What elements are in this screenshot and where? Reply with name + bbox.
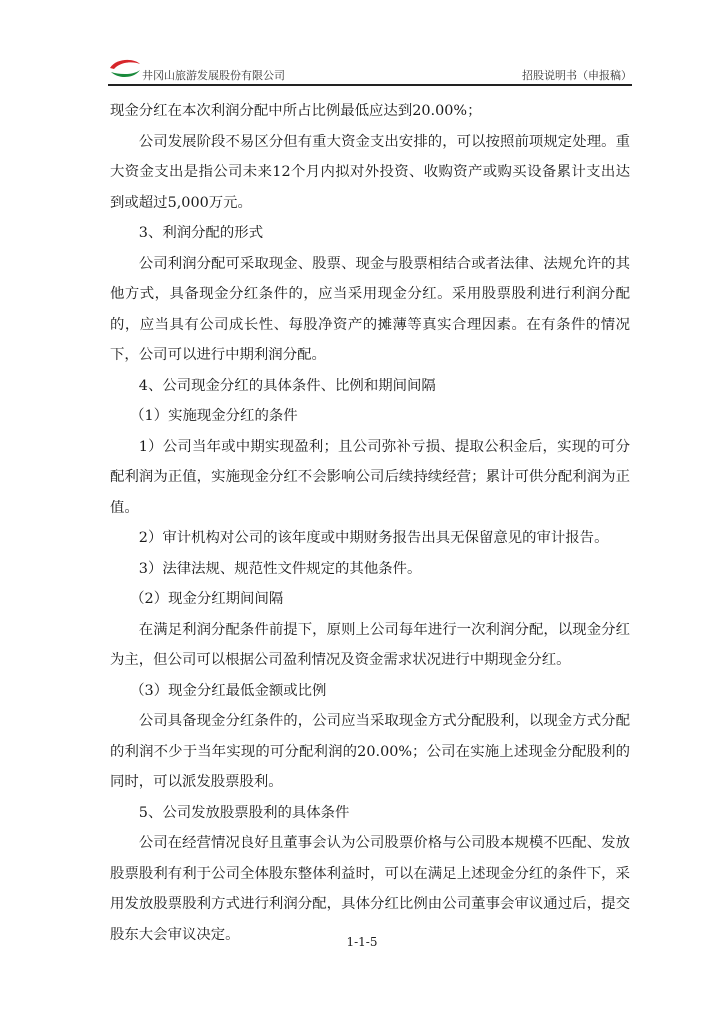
- logo-white-center: [118, 67, 132, 72]
- body-paragraph: 在满足利润分配条件前提下，原则上公司每年进行一次利润分配，以现金分红为主，但公司可以根据公司盈利情况及资金需求状况进行中期现金分红。: [110, 621, 630, 668]
- section-heading: 4、公司现金分红的具体条件、比例和期间间隔: [138, 377, 436, 394]
- document-title: 招股说明书（申报稿）: [522, 69, 632, 82]
- page-number: 1-1-5: [346, 935, 378, 949]
- company-logo: [108, 58, 142, 80]
- subsection-heading: （1）实施现金分红的条件: [130, 408, 298, 424]
- subsection-heading: （3）现金分红最低金额或比例: [130, 682, 327, 699]
- subsection-heading: （2）现金分红期间间隔: [130, 591, 284, 607]
- list-item: 3）法律法规、规范性文件规定的其他条件。: [138, 560, 422, 577]
- section-heading: 3、利润分配的形式: [138, 225, 264, 241]
- list-item: 1）公司当年或中期实现盈利；且公司弥补亏损、提取公积金后，实现的可分配利润为正值，实施现金分红不会影响公司后续持续经营；累计可供分配利润为正值。: [110, 438, 630, 516]
- body-paragraph: 公司具备现金分红条件的，公司应当采取现金方式分配股利，以现金方式分配的利润不少于当年实现的可分配利润的20.00%；公司在实施上述现金分配股利的同时，可以派发股票股利。: [110, 713, 630, 790]
- body-paragraph: 公司利润分配可采取现金、股票、现金与股票相结合或者法律、法规允许的其他方式，具备现金分红条件的，应当采用现金分红。采用股票股利进行利润分配的，应当具有公司成长性、每股净资产的摊薄等真实合理因素。在有条件的情况下，公司可以进行中期利润分配。: [110, 255, 630, 363]
- list-item: 2）审计机构对公司的该年度或中期财务报告出具无保留意见的审计报告。: [138, 530, 609, 546]
- body-paragraph: 公司发展阶段不易区分但有重大资金支出安排的，可以按照前项规定处理。重大资金支出是指公司未来12个月内拟对外投资、收购资产或购买设备累计支出达到或超过5,000万元。: [110, 133, 630, 211]
- page-header: [108, 58, 632, 84]
- document-body: [110, 96, 630, 950]
- body-paragraph: 公司在经营情况良好且董事会认为公司股票价格与公司股本规模不匹配、发放股票股利有利于公司全体股东整体利益时，可以在满足上述现金分红的条件下，采用发放股票股利方式进行利润分配，具体分红比例由公司董事会审议通过后，提交股东大会审议决定。: [110, 835, 630, 943]
- header-rule: [108, 84, 632, 86]
- section-heading: 5、公司发放股票股利的具体条件: [138, 804, 350, 821]
- body-paragraph: 现金分红在本次利润分配中所占比例最低应达到20.00%；: [110, 103, 482, 119]
- company-name: 井冈山旅游发展股份有限公司: [142, 69, 285, 82]
